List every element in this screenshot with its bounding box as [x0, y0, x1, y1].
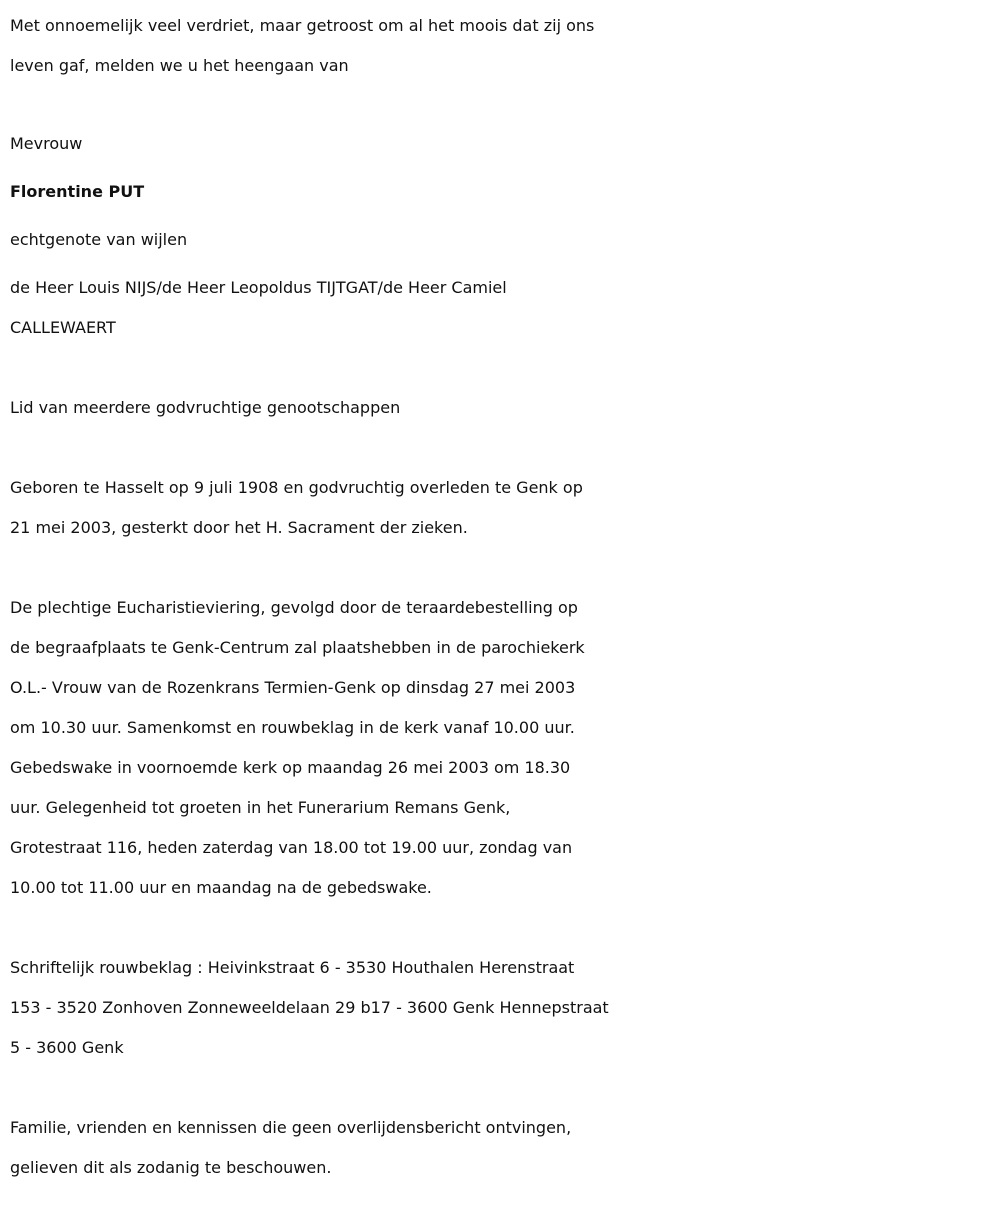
spouses-line: CALLEWAERT: [10, 318, 116, 337]
salutation: Mevrouw: [10, 134, 83, 153]
closing-line: Familie, vrienden en kennissen die geen overlijdensbericht ontvingen,: [10, 1118, 572, 1137]
spouse-intro: echtgenote van wijlen: [10, 230, 188, 249]
birth-death-paragraph: [10, 468, 995, 548]
ceremony-line: De plechtige Eucharistieviering, gevolgd door de teraardebestelling op: [10, 598, 578, 617]
ceremony-line: uur. Gelegenheid tot groeten in het Funerarium Remans Genk,: [10, 798, 511, 817]
intro-line: Met onnoemelijk veel verdriet, maar getroost om al het moois dat zij ons: [10, 16, 595, 35]
condolences-line: 5 - 3600 Genk: [10, 1038, 124, 1057]
death-notice: [10, 0, 995, 1188]
closing-line: gelieven dit als zodanig te beschouwen.: [10, 1158, 332, 1177]
condolences-line: Schriftelijk rouwbeklag : Heivinkstraat 6 - 3530 Houthalen Herenstraat: [10, 958, 575, 977]
ceremony-paragraph: [10, 588, 995, 908]
ceremony-line: de begraafplaats te Genk-Centrum zal plaatshebben in de parochiekerk: [10, 638, 585, 657]
ceremony-line: om 10.30 uur. Samenkomst en rouwbeklag in de kerk vanaf 10.00 uur.: [10, 718, 575, 737]
intro-line: leven gaf, melden we u het heengaan van: [10, 56, 349, 75]
ceremony-line: 10.00 tot 11.00 uur en maandag na de gebedswake.: [10, 878, 432, 897]
birth-death-line: Geboren te Hasselt op 9 juli 1908 en godvruchtig overleden te Genk op: [10, 478, 583, 497]
ceremony-line: Gebedswake in voornoemde kerk op maandag 26 mei 2003 om 18.30: [10, 758, 571, 777]
spouses-line: de Heer Louis NIJS/de Heer Leopoldus TIJTGAT/de Heer Camiel: [10, 278, 507, 297]
condolences-line: 153 - 3520 Zonhoven Zonneweeldelaan 29 b17 - 3600 Genk Hennepstraat: [10, 998, 609, 1017]
ceremony-line: Grotestraat 116, heden zaterdag van 18.00 tot 19.00 uur, zondag van: [10, 838, 573, 857]
intro-paragraph: [10, 6, 995, 86]
spouses-paragraph: [10, 268, 995, 348]
membership: Lid van meerdere godvruchtige genootschappen: [10, 398, 401, 417]
ceremony-line: O.L.- Vrouw van de Rozenkrans Termien-Genk op dinsdag 27 mei 2003: [10, 678, 576, 697]
deceased-name: Florentine PUT: [10, 182, 145, 201]
birth-death-line: 21 mei 2003, gesterkt door het H. Sacrament der zieken.: [10, 518, 468, 537]
condolences-paragraph: [10, 948, 995, 1068]
closing-paragraph: [10, 1108, 995, 1188]
